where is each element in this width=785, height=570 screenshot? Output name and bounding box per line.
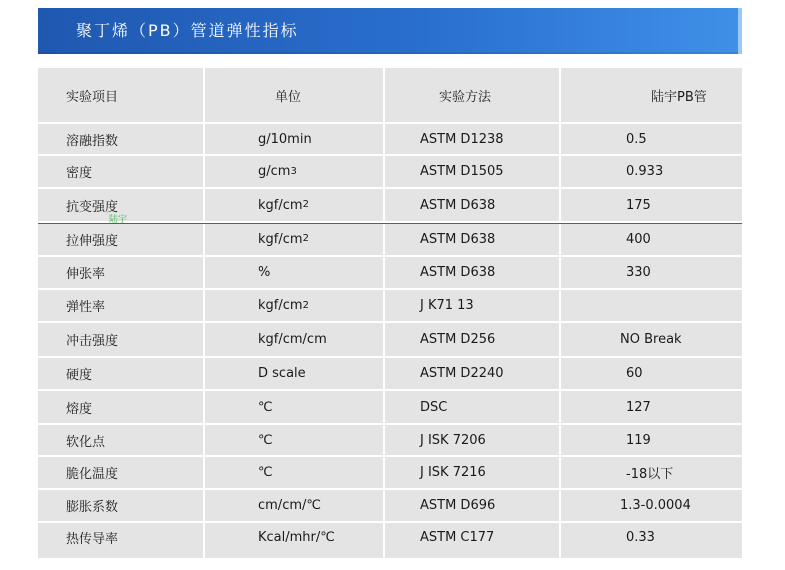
unit-cell-text: kgf/cm/cm [258,332,327,347]
method-cell-text: J K71 13 [420,298,474,313]
unit-cell [258,390,273,424]
unit-cell [258,424,273,456]
unit-cell: kgf/cm 2 [258,298,309,313]
item-cell-text: 溶融指数 [66,133,119,149]
table-row [38,188,742,222]
value-cell-text: 127 [626,399,651,415]
value-cell [626,390,651,424]
unit-cell-text: kgf/cm [258,298,303,313]
column-header [275,68,301,123]
unit-cell: kgf/cm 2 [258,231,309,247]
unit-cell: g/cm 3 [258,164,297,179]
value-cell [626,456,673,489]
column-header-text: 单位 [275,90,302,105]
item-cell [66,222,118,256]
method-cell [420,155,504,188]
column-divider [203,68,205,558]
table-row [38,289,742,322]
item-cell-text: 热传导率 [66,532,119,547]
item-cell-text: 膨胀系数 [66,500,119,515]
method-cell [420,123,504,155]
item-cell [66,123,118,155]
table-row [38,489,742,522]
method-cell-text: ASTM D638 [420,265,496,280]
watermark: 陆宇 [109,215,128,225]
table-row [38,456,742,489]
item-cell-text: 硬度 [66,368,93,383]
unit-cell-text: ℃ [258,399,273,415]
banner-accent [738,8,742,54]
method-cell-text: ASTM D638 [420,231,496,247]
item-cell-text: 脆化温度 [66,467,119,482]
value-cell-text: 60 [626,366,643,381]
item-cell [66,322,118,357]
method-cell [420,256,495,289]
column-header [439,68,491,123]
method-cell-text: ASTM D256 [420,332,496,347]
column-header [651,68,707,123]
title-banner [38,8,742,54]
value-cell-text: 0.933 [626,164,664,179]
value-cell-text: 330 [626,265,651,280]
unit-cell [258,123,312,155]
method-cell [420,222,495,256]
unit-cell-text: kgf/cm [258,197,303,213]
method-cell-text: ASTM D638 [420,197,496,213]
value-cell [620,489,691,522]
method-cell-text: ASTM D1238 [420,131,504,147]
column-divider [559,68,561,558]
unit-cell-text: D scale [258,366,306,381]
item-cell [66,489,118,522]
column-header-text: 实验方法 [439,90,492,105]
item-cell-text: 拉伸强度 [66,233,119,249]
unit-cell-text: ℃ [258,465,273,480]
method-cell-text: ASTM D2240 [420,366,504,381]
column-header [66,68,118,123]
value-cell [626,522,655,553]
method-cell [420,357,504,390]
table-row [38,357,742,390]
item-cell [66,256,105,289]
method-cell-text: DSC [420,399,448,415]
value-cell-text: 400 [626,231,651,247]
value-cell [620,322,682,357]
table-row [38,123,742,155]
column-header-text: 实验项目 [66,90,119,105]
unit-cell [258,456,273,489]
value-cell-text: 1.3-0.0004 [620,498,691,513]
table-row [38,322,742,357]
item-cell [66,522,118,553]
value-cell-text: 0.5 [626,131,647,147]
item-cell-text: 抗变强度 [66,199,119,215]
method-cell [420,522,494,553]
method-cell [420,456,486,489]
value-cell [626,424,651,456]
item-cell-text: 伸张率 [66,267,106,282]
value-cell [626,222,651,256]
table-row [38,155,742,188]
item-cell-text: 冲击强度 [66,334,119,349]
page-title: 聚丁烯（PB）管道弹性指标 [76,21,299,40]
item-cell [66,456,118,489]
method-cell [420,489,495,522]
value-cell-text: 119 [626,432,651,448]
item-cell-text: 熔度 [66,401,93,417]
method-cell-text: ASTM C177 [420,530,495,545]
column-divider [383,68,385,558]
table-row [38,222,742,256]
unit-cell-text: g/cm [258,164,291,179]
method-cell-text: ASTM D696 [420,498,496,513]
method-cell [420,289,474,322]
value-cell [626,256,651,289]
table-row [38,424,742,456]
overlay-line [38,223,742,224]
method-cell [420,322,495,357]
column-header-text: 陆宇PB管 [651,90,707,105]
unit-cell-text: kgf/cm [258,231,303,247]
item-cell-text: 软化点 [66,434,106,450]
item-cell-text: 弹性率 [66,300,106,315]
unit-cell: kgf/cm 2 [258,197,309,213]
method-cell-text: J ISK 7206 [420,432,486,448]
unit-cell-text: % [258,265,271,280]
item-cell [66,289,105,322]
table-row [38,522,742,553]
item-cell-text: 密度 [66,166,93,181]
value-cell-text: 0.33 [626,530,655,545]
item-cell [66,155,92,188]
unit-cell-text: cm/cm/℃ [258,498,321,513]
unit-cell-text: Kcal/mhr/℃ [258,530,335,545]
item-cell [66,390,92,424]
value-cell [626,357,643,390]
unit-cell [258,489,321,522]
method-cell [420,188,495,222]
method-cell [420,424,486,456]
item-cell [66,357,92,390]
value-cell-text: NO Break [620,332,682,347]
unit-cell [258,357,306,390]
method-cell [420,390,447,424]
value-cell [626,155,663,188]
table-row [38,256,742,289]
value-cell-text: 175 [626,197,651,213]
unit-cell-text: ℃ [258,432,273,448]
value-cell [626,123,647,155]
method-cell-text: ASTM D1505 [420,164,504,179]
value-cell-text: -18以下 [626,467,674,482]
unit-cell [258,256,270,289]
unit-cell [258,322,327,357]
table-header [38,68,742,123]
unit-cell-text: g/10min [258,131,312,147]
item-cell [66,424,105,456]
unit-cell [258,522,335,553]
spec-table [38,68,742,558]
table-row [38,390,742,424]
value-cell [626,188,651,222]
method-cell-text: J ISK 7216 [420,465,486,480]
